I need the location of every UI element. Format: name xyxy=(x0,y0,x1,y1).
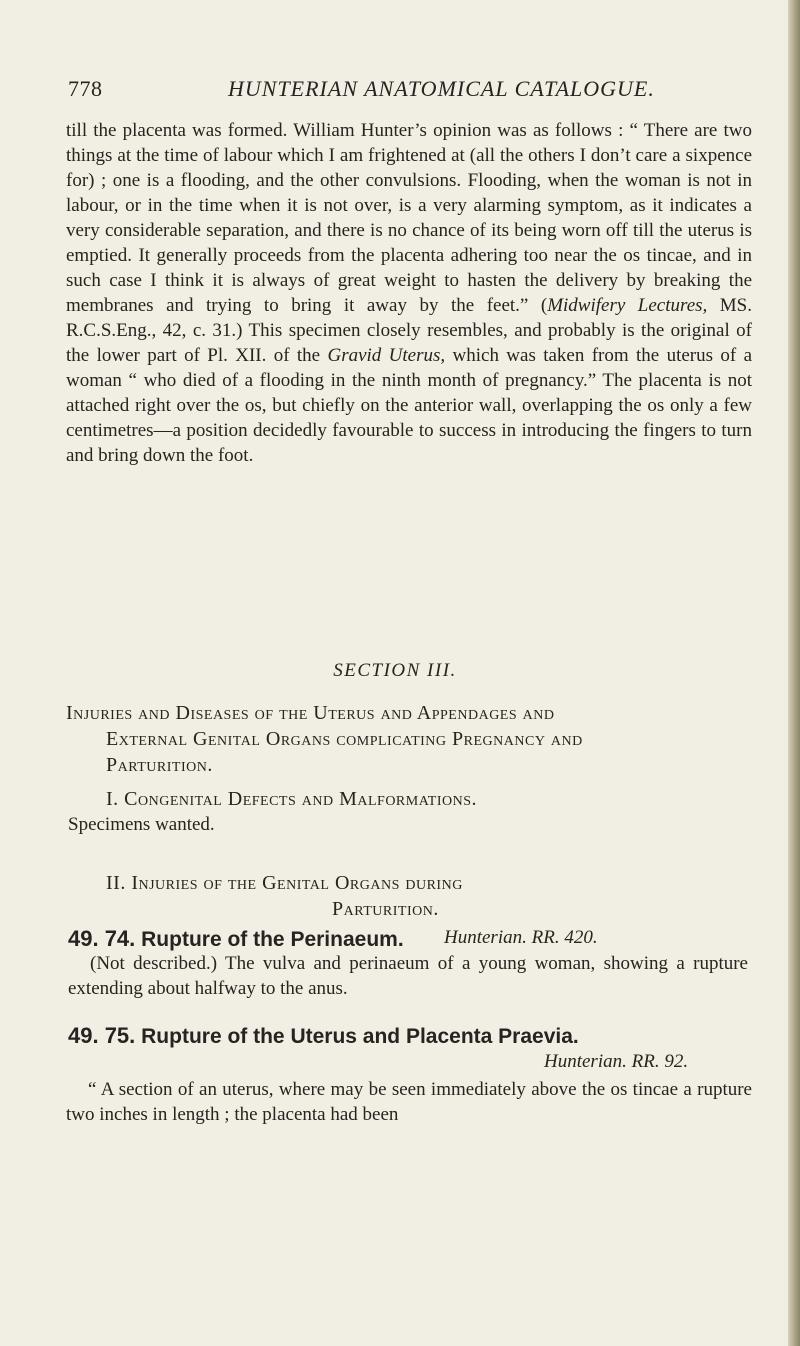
subsection-2-heading-line-1: II. Injuries of the Genital Organs during xyxy=(106,872,463,894)
subsection-2-heading-line-2: Parturition. xyxy=(332,898,439,920)
paragraph-1 xyxy=(66,118,752,468)
entry-title xyxy=(68,1023,748,1049)
subsection-2-heading xyxy=(106,870,746,922)
gravid-uterus-citation: Gravid Uterus, xyxy=(327,345,446,366)
paragraph-1-part-e: which was taken from the uterus of a woman “ who died of a flooding in the ninth month of pregnancy.” The placenta is not attached right over the os, but chiefly on the anterior wall, overlapping the os only a few centimetres—a position decidedly favourable to success in introducing the fingers to turn and bring down the foot. xyxy=(66,345,752,466)
paragraph-1-part-a: till the placenta was formed. William Hunter’s opinion was as follows : “ There are two things at the time of labour which I am frightened at (all the others I don’t care a sixpence for) ; one is a flooding, and the other convulsions. Flooding, when the woman is not in labour, or in the time when it is not over, is a very alarming symptom, as it indicates a very considerable separation, and there is no chance of its being worn off till the uterus is emptied. It generally proceeds from the placenta adhering too near the os tincae, and in such case I think it is always of great weight to hasten the delivery by breaking the membranes and trying to bring it away by the feet.” ( xyxy=(66,120,752,316)
section-heading-line-3: Parturition. xyxy=(106,754,213,776)
entry-title xyxy=(68,926,748,952)
entry-number: 49. 74. xyxy=(68,926,136,951)
entry-description-text: (Not described.) The vulva and perinaeum of a young woman, showing a rupture extending about halfway to the anus. xyxy=(68,953,748,999)
section-label: SECTION III. xyxy=(333,660,457,681)
subsection-1-heading: I. Congenital Defects and Malformations. xyxy=(106,788,477,810)
entry-reference: Hunterian. RR. 420. xyxy=(444,927,598,948)
entry-heading: Rupture of the Perinaeum. xyxy=(141,928,404,951)
section-heading-line-2: External Genital Organs complicating Pregnancy and xyxy=(106,728,583,750)
entry-heading: Rupture of the Uterus and Placenta Praevia. xyxy=(141,1025,579,1048)
section-heading-line-1: Injuries and Diseases of the Uterus and Appendages and xyxy=(66,702,555,724)
running-title: HUNTERIAN ANATOMICAL CATALOGUE. xyxy=(228,76,655,101)
midwifery-lectures-citation: Midwifery Lectures, xyxy=(547,295,708,316)
section-heading xyxy=(66,700,756,778)
paragraph-1-part-c: MS. R.C.S.Eng., 42, c. 31.) This specimen closely resembles, and probably is the original of the lower part of Pl. XII. of the xyxy=(66,295,752,366)
entry-description-text: “ A section of an uterus, where may be seen immediately above the os tincae a rupture two inches in length ; the placenta had been xyxy=(66,1079,752,1125)
entry-number: 49. 75. xyxy=(68,1023,136,1048)
page-number: 778 xyxy=(68,76,103,101)
specimens-wanted-note: Specimens wanted. xyxy=(68,814,215,835)
entry-description xyxy=(66,1077,752,1127)
entry-description xyxy=(68,951,748,1001)
entry-reference: Hunterian. RR. 92. xyxy=(544,1051,689,1072)
